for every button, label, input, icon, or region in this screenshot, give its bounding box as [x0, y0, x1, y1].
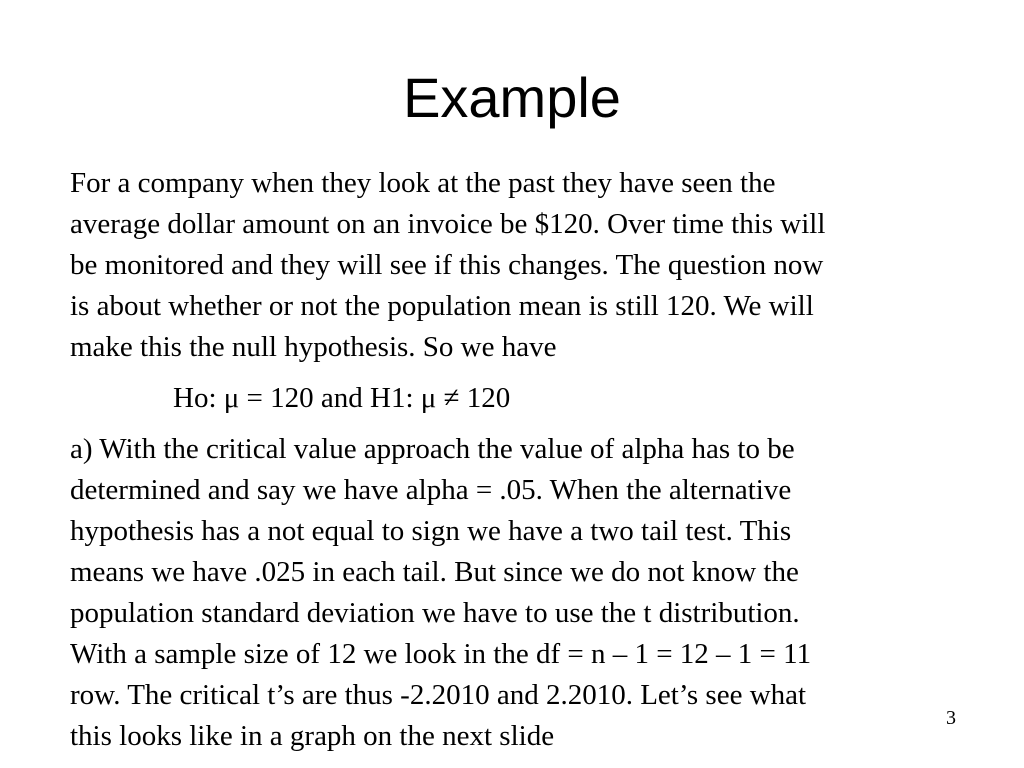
text-line: hypothesis has a not equal to sign we have a two tail test. This — [70, 515, 792, 547]
text-line: determined and say we have alpha = .05. When the alternative — [70, 474, 792, 506]
text-line: With a sample size of 12 we look in the df = n – 1 = 12 – 1 = 11 — [70, 638, 812, 670]
text-line: row. The critical t’s are thus -2.2010 and 2.2010. Let’s see what — [70, 679, 807, 711]
text-line: For a company when they look at the past they have seen the — [70, 167, 776, 199]
text-line: means we have .025 in each tail. But since we do not know the — [70, 556, 799, 588]
text-line: this looks like in a graph on the next slide — [70, 720, 555, 752]
text-line: is about whether or not the population mean is still 120. We will — [70, 290, 814, 322]
slide-title: Example — [403, 66, 621, 129]
text-line: population standard deviation we have to use the t distribution. — [70, 597, 800, 629]
paragraph-intro — [70, 163, 1000, 368]
hypothesis-statement: Ho: μ = 120 and H1: μ ≠ 120 — [173, 382, 511, 414]
paragraph-critical-value — [70, 429, 1000, 757]
text-line: a) With the critical value approach the value of alpha has to be — [70, 433, 795, 465]
text-line: be monitored and they will see if this changes. The question now — [70, 249, 824, 281]
text-line: make this the null hypothesis. So we have — [70, 331, 557, 363]
text-line: average dollar amount on an invoice be $120. Over time this will — [70, 208, 826, 240]
page-number: 3 — [946, 707, 956, 729]
slide-body — [70, 163, 1000, 767]
